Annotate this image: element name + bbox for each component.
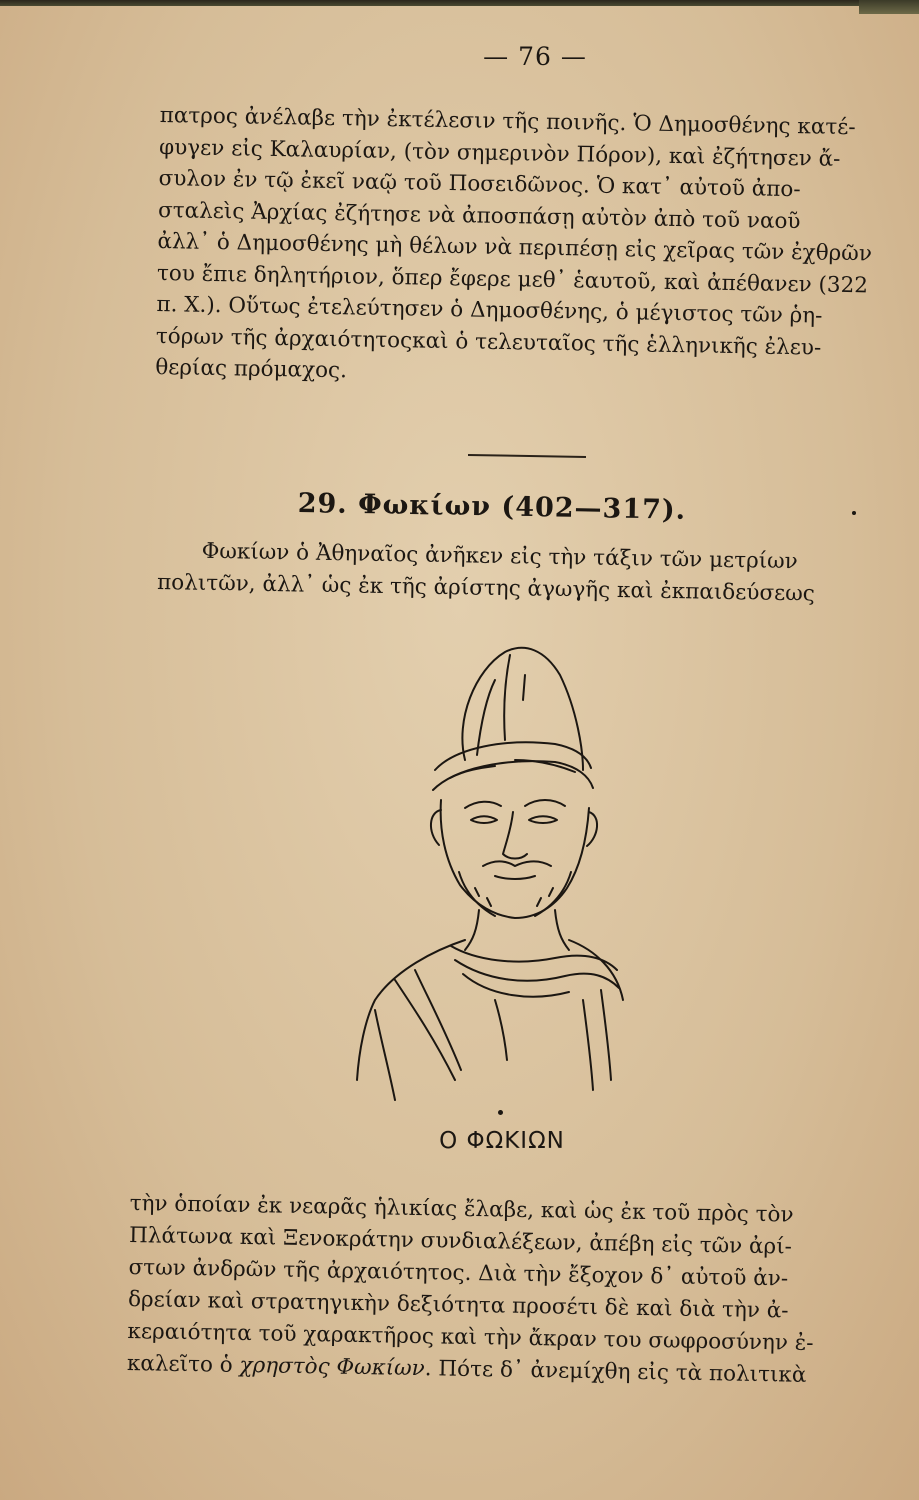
italic-epithet: χρηστὸς Φωκίων <box>239 1352 425 1382</box>
text-line: συλον ἐν τῷ ἐκεῖ ναῷ τοῦ Ποσειδῶνος. Ὁ κατ᾽ αὐτοῦ ἀπο- <box>158 165 801 203</box>
paragraph-phocion-intro <box>157 535 898 611</box>
text-line: στων ἀνδρῶν τῆς ἀρχαιότητος. Διὰ τὴν ἔξοχον δ᾽ αὐτοῦ ἀν- <box>128 1254 789 1292</box>
text-line: Φωκίων ὁ Ἀθηναῖος ἀνῆκεν εἰς τὴν τάξιν τῶν μετρίων <box>201 538 798 575</box>
text-line: φυγεν εἰς Καλαυρίαν, (τὸν σημερινὸν Πόρον), καὶ ἐζήτησεν ἄ- <box>158 134 841 172</box>
text-span: καλεῖτο ὁ <box>126 1350 240 1378</box>
text-line: τόρων τῆς ἀρχαιότητοςκαὶ ὁ τελευταῖος τῆς ἑλληνικῆς ἐλευ- <box>155 323 822 361</box>
text-line: πολιτῶν, ἀλλ᾽ ὡς ἐκ τῆς ἀρίστης ἀγωγῆς καὶ ἐκπαιδεύσεως <box>156 569 816 606</box>
paragraph-phocion-continued <box>127 1188 878 1393</box>
page-corner-edge <box>859 0 919 14</box>
ink-dot <box>852 511 856 515</box>
figure-caption: Ο ΦΩΚΙΩΝ <box>439 1128 565 1154</box>
text-line: θερίας πρόμαχος. <box>155 354 348 384</box>
text-line: δρείαν καὶ στρατηγικὴν δεξιότητα προσέτι δὲ καὶ διὰ τὴν ἀ- <box>127 1286 789 1324</box>
section-heading: 29. Φωκίων (402—317). <box>297 488 687 526</box>
text-line: σταλεὶς Ἀρχίας ἐζήτησε νὰ ἀποσπάσῃ αὐτὸν ἀπὸ τοῦ ναοῦ <box>157 197 801 234</box>
text-line: κεραιότητα τοῦ χαρακτῆρος καὶ τὴν ἄκραν του σωφροσύνην ἐ- <box>127 1318 814 1356</box>
page-top-edge <box>0 0 919 6</box>
text-line: Πλάτωνα καὶ Ξενοκράτην συνδιαλέξεων, ἀπέβη εἰς τῶν ἀρί- <box>128 1222 793 1260</box>
ink-dot <box>498 1110 503 1115</box>
text-line: ἀλλ᾽ ὁ Δημοσθένης μὴ θέλων νὰ περιπέσῃ εἰς χεῖρας τῶν ἐχθρῶν <box>157 228 873 267</box>
phocion-portrait-engraving <box>355 640 625 1110</box>
text-line: π. Χ.). Οὕτως ἐτελεύτησεν ὁ Δημοσθένης, ὁ μέγιστος τῶν ῥη- <box>156 291 823 329</box>
text-line: τὴν ὁποίαν ἐκ νεαρᾶς ἡλικίας ἔλαβε, καὶ ὡς ἐκ τοῦ πρὸς τὸν <box>129 1190 794 1228</box>
text-span: . Πότε δ᾽ ἀνεμίχθη εἰς τὰ πολιτικὰ <box>424 1356 807 1388</box>
text-line: του ἔπιε δηλητήριον, ὅπερ ἔφερε μεθ᾽ ἑαυτοῦ, καὶ ἀπέθανεν (322 <box>156 260 869 298</box>
text-line: πατρος ἀνέλαβε τὴν ἐκτέλεσιν τῆς ποινῆς. Ὁ Δημοσθένης κατέ- <box>159 102 856 141</box>
section-divider <box>468 454 586 458</box>
page-number: — 76 — <box>483 42 587 71</box>
paragraph-demosthenes-end <box>155 100 878 396</box>
